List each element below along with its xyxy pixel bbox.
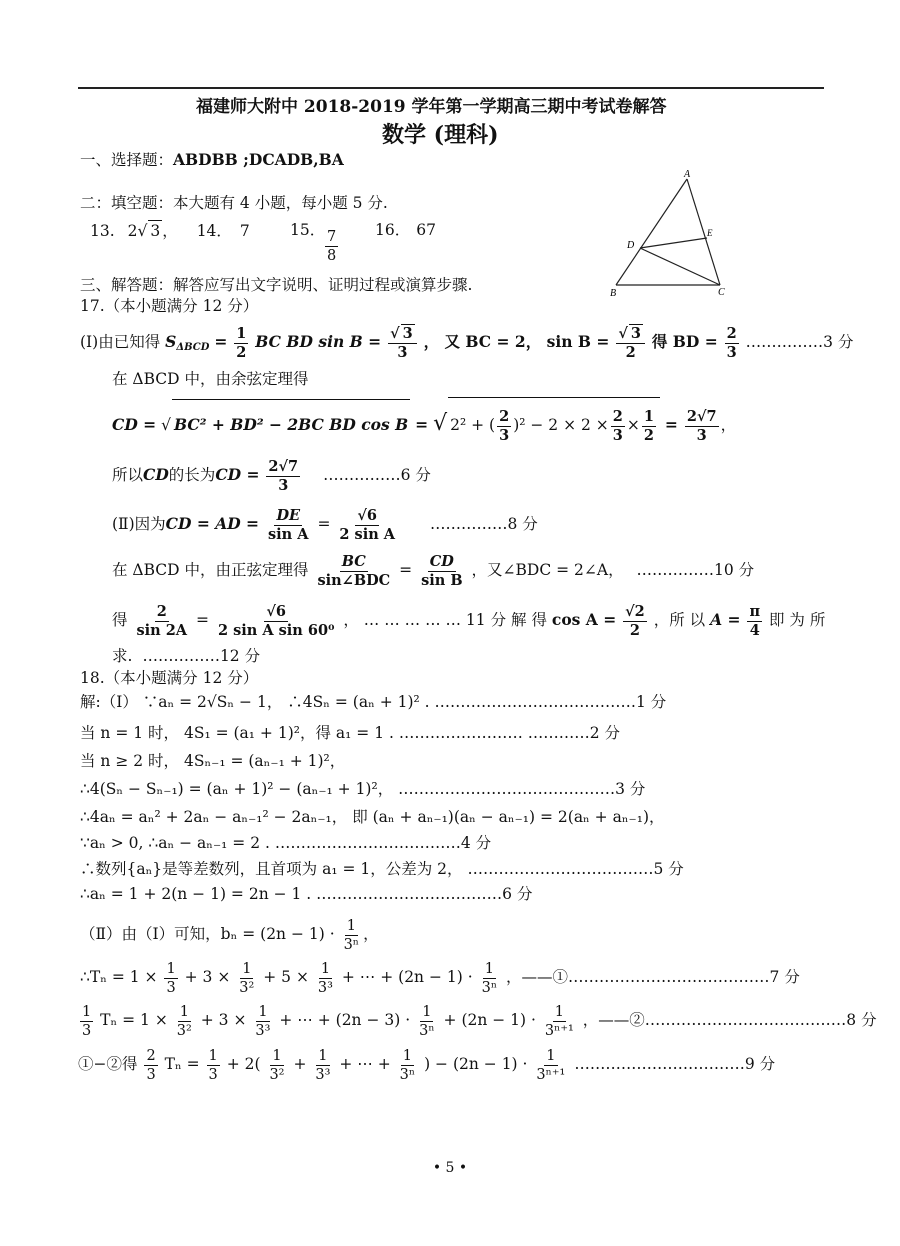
q16-group xyxy=(375,220,436,240)
q16-answer: 67 xyxy=(416,221,436,239)
p17-l3-times: × xyxy=(626,416,640,434)
q15-num: 7 xyxy=(327,229,337,245)
p18-line7: ∴数列{aₙ}是等差数列，且首项为 a₁ = 1，公差为 2， ………………………………5 分 xyxy=(80,860,684,878)
p18-l12-f-den: 3 xyxy=(146,1066,156,1083)
p17-l6-pre: 在 ΔBCD 中，由正弦定理得 xyxy=(112,561,309,579)
label-c: C xyxy=(718,287,725,298)
p18-l10-b: + 3 × xyxy=(184,968,231,986)
p17-l5-f-num: DE xyxy=(276,506,301,524)
p18-l12-e-den: 3ⁿ⁺¹ xyxy=(536,1066,566,1083)
p17-l4-eq: CD = xyxy=(215,465,260,484)
p18-l10-d-den: 3ⁿ xyxy=(481,979,498,996)
p17-l1-s: S xyxy=(165,332,177,351)
p17-l3-rad2a: 2² + ( xyxy=(450,416,496,434)
p17-l5-eq: CD = AD = xyxy=(165,514,260,533)
p17-l7-eq: = xyxy=(196,611,209,629)
p17-l5-g-den: 2 sin A xyxy=(339,525,396,543)
p17-l3-rad1: BC² + BD² − 2BC BD cos B xyxy=(172,399,410,450)
p17-l7-h-num: √2 xyxy=(625,602,645,620)
p17-l3-f-den: 3 xyxy=(499,426,510,444)
p18-l10-b-den: 3² xyxy=(239,979,255,996)
p17-line8 xyxy=(112,646,260,666)
q15-group xyxy=(290,220,325,240)
p17-l3-g-num: 2 xyxy=(612,407,623,425)
p17-l3-g-den: 3 xyxy=(612,426,623,444)
p18-l9-num: 1 xyxy=(346,917,356,934)
p18-l10-c: + 5 × xyxy=(263,968,309,986)
p18-l11-d-num: 1 xyxy=(554,1003,564,1020)
p17-l4-pre: 所以 xyxy=(112,466,144,484)
q16-label: 16． xyxy=(375,221,411,239)
p17-line6 xyxy=(112,550,754,590)
section1-answers: ABDBB ;DCADB,BA xyxy=(173,150,344,169)
p17-l6-f-den: sin∠BDC xyxy=(317,571,391,589)
p17-l7-h-den: 2 xyxy=(629,621,640,639)
p17-l7-tail: 即 为 所 xyxy=(769,611,826,629)
p18-l11-c-den: 3ⁿ xyxy=(419,1022,435,1039)
p17-l3-eq: = xyxy=(415,415,429,434)
p18-header: 18.（本小题满分 12 分） xyxy=(80,669,259,687)
p18-line2: 当 n = 1 时， 4S₁ = (a₁ + 1)²，得 a₁ = 1 . …………………… …………2 分 xyxy=(80,724,621,742)
p17-l5-pre: (Ⅱ)因为 xyxy=(112,515,166,533)
p18-l12-b-num: 1 xyxy=(272,1047,282,1064)
p18-l10-c-num: 1 xyxy=(320,960,331,977)
label-e: E xyxy=(707,228,713,238)
p18-l12-b: + 2( xyxy=(226,1055,261,1073)
header-rule xyxy=(78,87,824,89)
p18-l11-b: + 3 × xyxy=(200,1011,247,1029)
p17-l3-f-num: 2 xyxy=(499,407,510,425)
p18-line10 xyxy=(80,957,800,997)
p18-l12-d: + ⋯ + xyxy=(339,1055,391,1073)
q13-tail: ， xyxy=(162,222,178,240)
p17-l3-rad2b: )² − 2 × 2 × xyxy=(513,416,609,434)
p18-l12-d-num: 1 xyxy=(402,1047,412,1064)
p18-l11-b-den: 3³ xyxy=(255,1022,271,1039)
p17-line3: CD = √ BC² + BD² − 2BC BD cos B = √ 2² + ( $\frac{2}{3}$ )² − 2 × 2 × $\frac{2}{3}$ × $\frac{1}{2}$ = $\frac{2√7}{3}$ ， xyxy=(112,397,736,450)
p17-l6-mid: ，又∠BDC = 2∠A， xyxy=(471,561,624,579)
p18-l11-a-num: 1 xyxy=(179,1003,189,1020)
q13-label: 13. xyxy=(90,222,115,240)
p17-l4-cd: CD xyxy=(143,465,169,484)
p18-l9-den: 3ⁿ xyxy=(343,936,360,953)
p17-l3-lhs: CD = xyxy=(112,415,157,434)
p18-l10-pre: ∴Tₙ = 1 × xyxy=(80,968,158,986)
p17-l1-sub: ΔBCD xyxy=(176,342,210,353)
p17-l3-res-num: 2√7 xyxy=(686,407,717,425)
p17-l6-score: ……………10 分 xyxy=(636,561,755,579)
q13-root: 3 xyxy=(150,222,161,240)
document-title: 福建师大附中 2018-2019 学年第一学期高三期中考试卷解答 xyxy=(196,97,667,117)
p17-l1-half-den: 2 xyxy=(236,343,247,361)
p18-l10-c-den: 3³ xyxy=(317,979,333,996)
p18-l11-a-den: 3² xyxy=(176,1022,192,1039)
p17-l1-r3-num: 3 xyxy=(402,325,413,342)
p18-line3: 当 n ≥ 2 时， 4Sₙ₋₁ = (aₙ₋₁ + 1)²， xyxy=(80,752,346,770)
p17-l3-h-den: 2 xyxy=(643,426,654,444)
p17-l5-score: ……………8 分 xyxy=(429,515,538,533)
p18-l12-e: ) − (2n − 1) · xyxy=(424,1055,528,1073)
p17-l1-mid: ， 又 BC = 2， sin B = xyxy=(423,332,610,351)
p17-l7-g-num: √6 xyxy=(266,602,286,620)
p18-l12-e-num: 1 xyxy=(546,1047,556,1064)
p18-line6: ∵aₙ > 0, ∴aₙ − aₙ₋₁ = 2 . ………………………………4 分 xyxy=(80,834,492,852)
section1-line xyxy=(80,150,344,170)
p18-l10-d-num: 1 xyxy=(484,960,494,977)
label-a: A xyxy=(684,169,691,180)
p18-l12-b-den: 3² xyxy=(269,1066,285,1083)
p17-l7-g-den: 2 sin A sin 60⁰ xyxy=(217,621,335,639)
p17-l1-bd-num: 2 xyxy=(726,324,737,342)
p18-line12 xyxy=(78,1044,775,1084)
p17-header: 17.（本小题满分 12 分） xyxy=(80,297,259,315)
label-d: D xyxy=(627,240,635,251)
p18-l10-d: + ⋯ + (2n − 1) · xyxy=(341,968,473,986)
p17-l7-pi-den: 4 xyxy=(749,621,760,639)
p17-l6-eq: = xyxy=(399,561,413,579)
p17-line1: (Ⅰ)由已知得 $S_{\Delta BCD}$ = $\frac{1}{2}$ BC BD sin B = $\frac{√ 3}{3}$ ， 又 BC = 2， sin B = $\frac{√ 3}{2}$ 得 BD = $\frac{2}{3}$ ……………3 分 xyxy=(80,324,854,361)
p18-line8: ∴aₙ = 1 + 2(n − 1) = 2n − 1 . ………………………………6 分 xyxy=(80,885,533,903)
p18-l12-c-den: 3³ xyxy=(315,1066,331,1083)
p17-l7-pre: 得 xyxy=(112,611,128,629)
p17-l3-tail: ， xyxy=(720,416,737,434)
p18-l9-expr: bₙ = (2n − 1) · xyxy=(220,925,335,943)
p17-l3-res-den: 3 xyxy=(696,426,707,444)
p18-line4: ∴4(Sₙ − Sₙ₋₁) = (aₙ + 1)² − (aₙ₋₁ + 1)²， ……………………………………3 分 xyxy=(80,780,646,798)
p17-line7 xyxy=(112,600,825,640)
section1-label: 一、选择题： xyxy=(80,151,174,169)
p17-l1-r3-den: 3 xyxy=(397,344,408,361)
q14-answer: 7 xyxy=(239,222,250,240)
p18-l12-t: Tₙ = xyxy=(164,1055,200,1073)
q15-label: 15． xyxy=(290,221,326,239)
p18-l12-d-den: 3ⁿ xyxy=(399,1066,416,1083)
p17-l8-score: ……………12 分 xyxy=(142,647,261,665)
section3-label: 三、解答题：解答应写出文字说明、证明过程或演算步骤. xyxy=(80,276,473,294)
p18-l12-c-num: 1 xyxy=(318,1047,328,1064)
p17-l1-expr: BC BD sin B = xyxy=(255,332,382,351)
p18-l12-tail: ……………………………9 分 xyxy=(574,1055,776,1073)
p17-l7-f-num: 2 xyxy=(156,602,167,620)
p18-l11-f-num: 1 xyxy=(82,1003,92,1020)
p18-l12-pre: ①−②得 xyxy=(78,1055,138,1073)
p17-l4-den: 3 xyxy=(278,476,289,494)
p17-l5-f-den: sin A xyxy=(268,525,309,543)
p17-line5 xyxy=(112,504,538,544)
label-b: B xyxy=(610,288,617,298)
triangle-figure xyxy=(604,168,744,298)
q15-fraction xyxy=(323,228,340,265)
p18-l9-tail: ， xyxy=(363,925,379,943)
p17-l6-f-num: BC xyxy=(341,552,366,570)
p18-line9 xyxy=(80,914,379,954)
p17-l1-score: ……………3 分 xyxy=(745,333,854,351)
p17-l1-eq: = xyxy=(214,332,228,351)
p18-l11-d-den: 3ⁿ⁺¹ xyxy=(544,1022,574,1039)
q15-den: 8 xyxy=(327,248,337,264)
p18-l11-tail: ，——②…………………………………8 分 xyxy=(582,1011,877,1029)
p18-line5: ∴4aₙ = aₙ² + 2aₙ − aₙ₋₁² − 2aₙ₋₁， 即 (aₙ + aₙ₋₁)(aₙ − aₙ₋₁) = 2(aₙ + aₙ₋₁)， xyxy=(80,808,665,826)
p18-l11-c-num: 1 xyxy=(422,1003,432,1020)
section2-answers: 13. 2√ 3 ， 14． 7 xyxy=(90,222,250,240)
p18-l10-tail: ，——①…………………………………7 分 xyxy=(506,968,800,986)
p17-l5-eq2: = xyxy=(317,515,331,533)
document-subtitle: 数学 (理科) xyxy=(382,122,499,148)
p17-l4-num: 2√7 xyxy=(268,457,299,475)
p17-l5-g-num: √6 xyxy=(357,506,378,524)
p17-l1-bd: 得 BD = xyxy=(651,332,718,351)
p17-l8: 求. xyxy=(112,647,133,665)
p18-l10-a-num: 1 xyxy=(166,960,176,977)
p17-l3-h-num: 1 xyxy=(643,407,654,425)
p18-l10-a-den: 3 xyxy=(166,979,176,996)
p17-l7-cos: cos A = xyxy=(551,610,617,629)
p18-l9-pre: （Ⅱ）由（Ⅰ）可知， xyxy=(80,925,221,943)
p17-l1-r3b-den: 2 xyxy=(625,344,636,361)
q13-coef: 2 xyxy=(127,222,138,240)
p18-line11 xyxy=(78,1000,877,1040)
p18-line1: 解:（Ⅰ） ∵aₙ = 2√Sₙ − 1， ∴4Sₙ = (aₙ + 1)² . …………………………………1 分 xyxy=(80,693,667,711)
p17-l4-score: ……………6 分 xyxy=(323,466,431,484)
p17-l7-then: ，所 以 xyxy=(653,611,706,629)
p18-l12-f-num: 2 xyxy=(146,1047,156,1064)
p17-line4 xyxy=(112,455,431,495)
p17-l1-half-num: 1 xyxy=(236,324,247,342)
p17-l1-r3b-num: 3 xyxy=(630,325,641,342)
q14-label: 14． xyxy=(196,222,232,240)
p18-l12-a-den: 3 xyxy=(208,1066,218,1083)
p17-l1-bd-den: 3 xyxy=(726,343,737,361)
p17-l4-mid: 的长为 xyxy=(168,466,216,484)
p18-l11-d: + (2n − 1) · xyxy=(443,1011,536,1029)
p17-l7-f-den: sin 2A xyxy=(136,621,188,639)
p17-l7-pi-num: π xyxy=(749,602,761,620)
p18-l12-a-num: 1 xyxy=(208,1047,218,1064)
p18-l11-pre: Tₙ = 1 × xyxy=(100,1011,168,1029)
p18-l12-c: + xyxy=(293,1055,307,1073)
p17-l6-g-num: CD xyxy=(429,552,454,570)
section2-label: 二：填空题：本大题有 4 小题，每小题 5 分. xyxy=(80,194,388,212)
p17-line2: 在 ΔBCD 中，由余弦定理得 xyxy=(112,370,309,388)
p17-l7-mid: ， … … … … … 11 分 解 得 xyxy=(343,611,547,629)
p18-l10-b-num: 1 xyxy=(242,960,252,977)
p18-l11-f-den: 3 xyxy=(82,1022,92,1039)
p18-l11-c: + ⋯ + (2n − 3) · xyxy=(279,1011,411,1029)
p18-l11-b-num: 1 xyxy=(258,1003,268,1020)
p17-l1-pre: (Ⅰ)由已知得 xyxy=(80,333,161,351)
p17-l6-g-den: sin B xyxy=(421,571,463,589)
p17-l7-a: A = xyxy=(710,610,741,629)
page-number: • 5 • xyxy=(432,1160,468,1176)
